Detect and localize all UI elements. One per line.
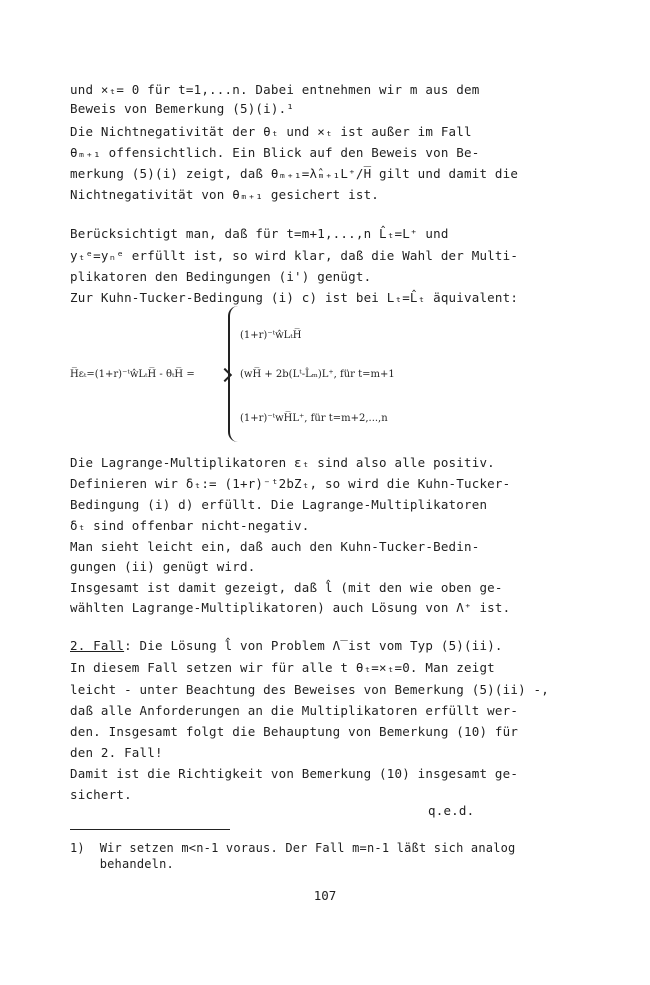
- text-line: Berücksichtigt man, daß für t=m+1,...,n L̂ₜ=L⁺ und: [70, 226, 449, 241]
- heading-rest: : Die Lösung l̂ von Problem Λ̅ ist vom Typ (5)(ii).: [124, 638, 503, 653]
- text-line: Insgesamt ist damit gezeigt, daß l̂ (mit den wie oben ge-: [70, 580, 503, 595]
- equation-case-3: (1+r)⁻ᵗwH̅L⁺, für t=m+2,...,n: [240, 413, 388, 424]
- text-line: Die Nichtnegativität der θₜ und ×ₜ ist außer im Fall: [70, 124, 472, 139]
- text-line: In diesem Fall setzen wir für alle t θₜ=×ₜ=0. Man zeigt: [70, 660, 495, 675]
- text-line: Nichtnegativität von θₘ₊₁ gesichert ist.: [70, 187, 380, 202]
- text-line: Bedingung (i) d) erfüllt. Die Lagrange-Multiplikatoren: [70, 497, 488, 512]
- section-heading: 2. Fall: [70, 638, 125, 653]
- text-line: [70, 638, 503, 654]
- text-line: merkung (5)(i) zeigt, daß θₘ₊₁=λ̂ₘ₊₁L⁺/H̅ gilt und damit die: [70, 166, 519, 181]
- text-line: δₜ sind offenbar nicht-negativ.: [70, 518, 310, 533]
- text-line: daß alle Anforderungen an die Multiplikatoren erfüllt wer-: [70, 703, 519, 718]
- text-line: und ×ₜ= 0 für t=1,...n. Dabei entnehmen wir m aus dem: [70, 82, 480, 97]
- text-line: Die Lagrange-Multiplikatoren εₜ sind also alle positiv.: [70, 455, 495, 470]
- footnote-line: 1) Wir setzen m<n-1 voraus. Der Fall m=n-1 läßt sich analog: [70, 841, 516, 855]
- text-line: Zur Kuhn-Tucker-Bedingung (i) c) ist bei Lₜ=L̂ₜ äquivalent:: [70, 290, 519, 305]
- text-line: den. Insgesamt folgt die Behauptung von Bemerkung (10) für: [70, 724, 519, 739]
- text-line: Beweis von Bemerkung (5)(i).¹: [70, 101, 295, 116]
- footnote-rule: [70, 829, 230, 830]
- text-line: Man sieht leicht ein, daß auch den Kuhn-Tucker-Bedin-: [70, 539, 480, 554]
- text-line: den 2. Fall!: [70, 745, 163, 760]
- text-line: wählten Lagrange-Multiplikatoren) auch Lösung von Λ⁺ ist.: [70, 600, 511, 615]
- equation-case-2: (wH̅ + 2b(Lᵗ-L̂ₘ)L⁺, für t=m+1: [240, 369, 395, 380]
- text-line: θₘ₊₁ offensichtlich. Ein Blick auf den Beweis von Be-: [70, 145, 480, 160]
- text-line: yₜᵉ=yₙᵉ erfüllt ist, so wird klar, daß die Wahl der Multi-: [70, 248, 519, 263]
- equation-case-1: (1+r)⁻ᵗŵLₜH̅: [240, 330, 302, 341]
- text-line: gungen (ii) genügt wird.: [70, 559, 256, 574]
- text-line: Damit ist die Richtigkeit von Bemerkung (10) insgesamt ge-: [70, 766, 519, 781]
- text-line: plikatoren den Bedingungen (i') genügt.: [70, 269, 372, 284]
- qed-mark: q.e.d.: [428, 803, 475, 818]
- page-number: 107: [313, 888, 337, 903]
- equation-lhs: H̅εₜ=(1+r)⁻ᵗŵLₜH̅ - θₜH̅ =: [70, 369, 195, 380]
- text-line: Definieren wir δₜ:= (1+r)⁻ᵗ2bZₜ, so wird die Kuhn-Tucker-: [70, 476, 511, 491]
- text-line: sichert.: [70, 787, 132, 802]
- text-line: leicht - unter Beachtung des Beweises von Bemerkung (5)(ii) -,: [70, 682, 549, 697]
- footnote-line: behandeln.: [70, 857, 174, 871]
